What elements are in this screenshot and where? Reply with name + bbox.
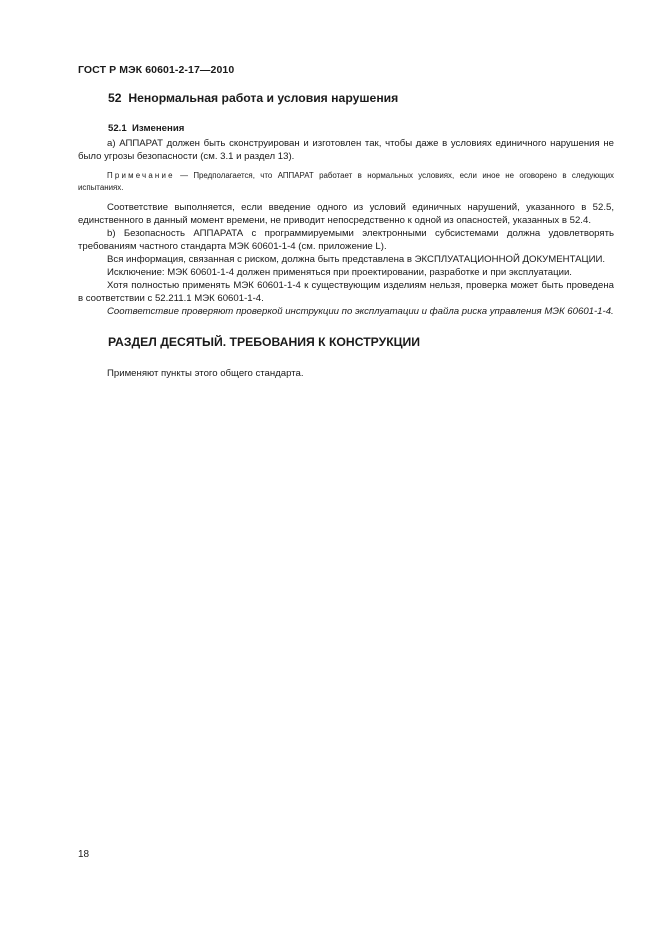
section-number: 52 [108,91,122,105]
subsection-heading [108,122,614,135]
note-label: Примечание [107,171,175,180]
part-body: Применяют пункты этого общего стандарта. [107,368,304,379]
compliance-paragraph: Соответствие выполняется, если введение одного из условий единичных нарушений, указанного в 52.5, единственного в данный момент времени, не приводит непосредственно к одной из опасностей, указанных в 52.4. [78,202,614,226]
subsection-title: Изменения [132,123,185,134]
risk-info-paragraph: Вся информация, связанная с риском, должна быть представлена в ЭКСПЛУАТАЦИОННОЙ ДОКУМЕНТАЦИИ. [107,254,606,265]
exception-paragraph: Исключение: МЭК 60601-1-4 должен применяться при проектировании, разработке и при эксплуатации. [107,267,572,278]
page-number: 18 [78,849,90,860]
part-heading: РАЗДЕЛ ДЕСЯТЫЙ. ТРЕБОВАНИЯ К КОНСТРУКЦИИ [108,335,421,349]
section-title: Ненормальная работа и условия нарушения [128,91,399,105]
document-body [78,92,614,380]
compliance-check-paragraph: Соответствие проверяют проверкой инструкции по эксплуатации и файла риска управления МЭК 60601-1-4. [107,306,614,317]
note [78,170,614,193]
verification-paragraph: Хотя полностью применять МЭК 60601-1-4 к существующим изделиям нельзя, проверка может быть проведена в соответствии с 52.211.1 МЭК 60601-1-4. [78,280,614,304]
paragraph-a: a) АППАРАТ должен быть сконструирован и изготовлен так, чтобы даже в условиях единичного нарушения не было угрозы безопасности (см. 3.1 и раздел 13). [78,138,614,162]
page-header: ГОСТ Р МЭК 60601-2-17—2010 [78,64,235,76]
paragraph-b: b) Безопасность АППАРАТА с программируемыми электронными субсистемами должна удовлетворять требованиям частного стандарта МЭК 60601-1-4 (см. приложение L). [78,228,614,252]
note-text: — Предполагается, что АППАРАТ работает в нормальных условиях, если иное не оговорено в следующих испытаниях. [78,171,614,192]
section-heading [108,92,614,105]
subsection-number: 52.1 [108,123,127,134]
